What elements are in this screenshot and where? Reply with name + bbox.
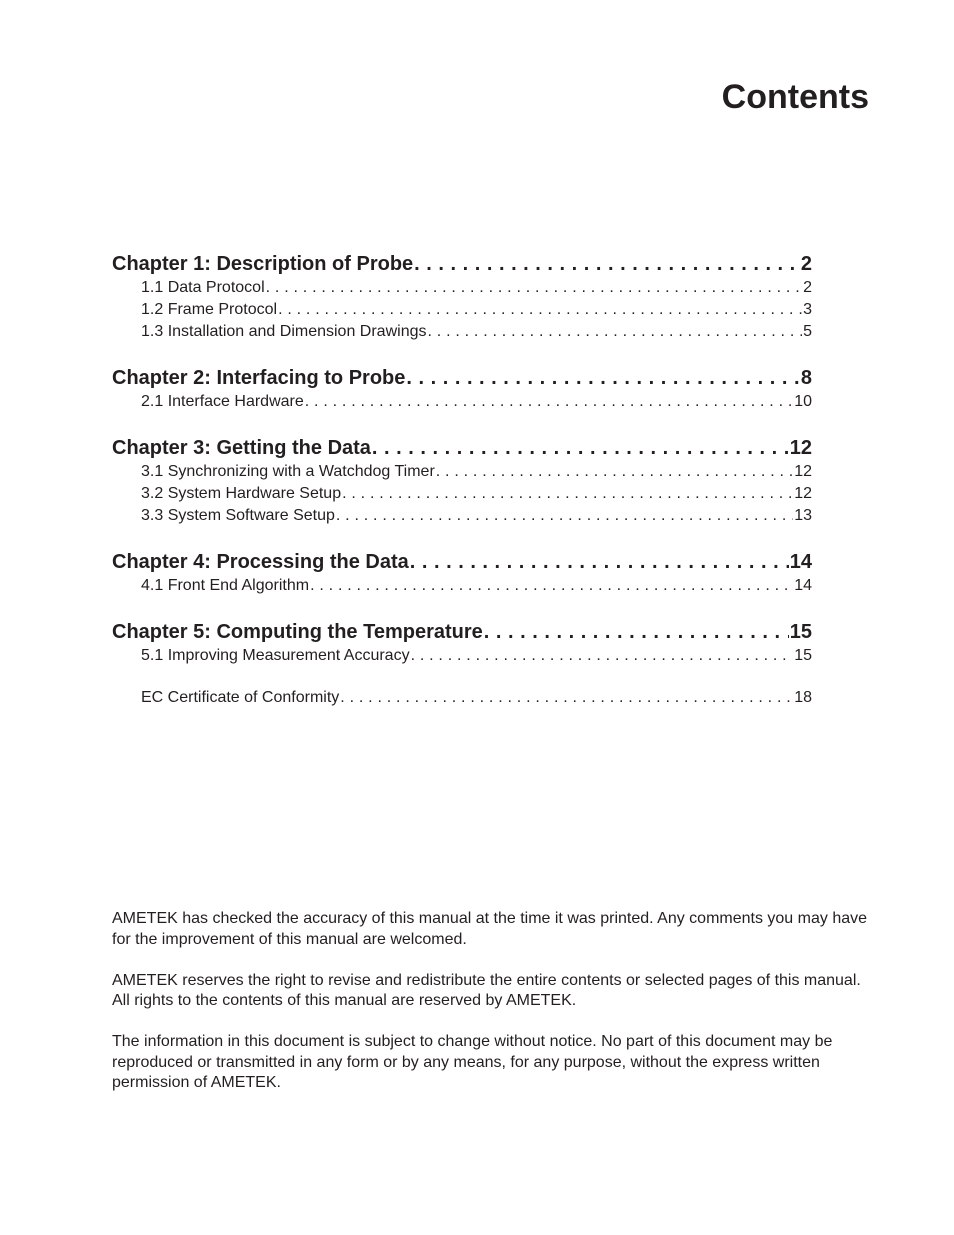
dot-leader bbox=[406, 365, 800, 391]
notice-paragraph: AMETEK reserves the right to revise and redistribute the entire contents or selected pages of this manual. All rights to the contents of this manual are reserved by AMETEK. bbox=[112, 971, 861, 1009]
toc-chapter-5[interactable] bbox=[112, 619, 812, 645]
toc-page-number: 2 bbox=[800, 253, 812, 275]
toc-section-4-1[interactable] bbox=[112, 575, 812, 597]
toc-section-3-2[interactable] bbox=[112, 483, 812, 505]
legal-notice bbox=[112, 909, 872, 1114]
toc-section-label: 3.2 System Hardware Setup bbox=[141, 485, 342, 502]
notice-paragraph: AMETEK has checked the accuracy of this manual at the time it was printed. Any comments you may have for the improvement of this manual are welcomed. bbox=[112, 910, 868, 948]
toc-section-2-1[interactable] bbox=[112, 391, 812, 413]
dot-leader bbox=[427, 321, 802, 343]
toc-section-1-1[interactable] bbox=[112, 277, 812, 299]
toc-section-label: EC Certificate of Conformity bbox=[141, 689, 340, 706]
dot-leader bbox=[372, 435, 789, 461]
dot-leader bbox=[484, 619, 789, 645]
toc-page-number: 12 bbox=[794, 463, 812, 480]
toc-section-3-3[interactable] bbox=[112, 505, 812, 527]
dot-leader bbox=[436, 461, 793, 483]
toc-page-number: 2 bbox=[803, 279, 812, 296]
toc-section-label: 1.1 Data Protocol bbox=[141, 279, 265, 296]
toc-page-number: 18 bbox=[794, 689, 812, 706]
toc-page-number: 14 bbox=[789, 551, 812, 573]
toc-page-number: 8 bbox=[800, 367, 812, 389]
toc-section-3-1[interactable] bbox=[112, 461, 812, 483]
toc-section-label: 3.1 Synchronizing with a Watchdog Timer bbox=[141, 463, 435, 480]
toc-section-1-2[interactable] bbox=[112, 299, 812, 321]
toc-page-number: 3 bbox=[803, 301, 812, 318]
toc-page-number: 15 bbox=[794, 647, 812, 664]
toc-section-label: 4.1 Front End Algorithm bbox=[141, 577, 310, 594]
dot-leader bbox=[336, 505, 793, 527]
dot-leader bbox=[266, 277, 802, 299]
toc-section-label: 3.3 System Software Setup bbox=[141, 507, 335, 524]
notice-paragraph: The information in this document is subject to change without notice. No part of this document may be reproduced or transmitted in any form or by any means, for any purpose, without the express written permission of AMETEK. bbox=[112, 1033, 833, 1091]
toc-chapter-label: Chapter 2: Interfacing to Probe bbox=[112, 367, 406, 389]
toc-chapter-1[interactable] bbox=[112, 251, 812, 277]
toc-page-number: 14 bbox=[794, 577, 812, 594]
dot-leader bbox=[278, 299, 802, 321]
toc-chapter-4[interactable] bbox=[112, 549, 812, 575]
dot-leader bbox=[414, 251, 800, 277]
toc-chapter-label: Chapter 4: Processing the Data bbox=[112, 551, 409, 573]
toc-section-5-1[interactable] bbox=[112, 645, 812, 667]
toc-page-number: 13 bbox=[794, 507, 812, 524]
toc-page-number: 5 bbox=[803, 323, 812, 340]
toc-certificate[interactable] bbox=[112, 687, 812, 709]
toc-chapter-label: Chapter 5: Computing the Temperature bbox=[112, 621, 483, 643]
toc-chapter-label: Chapter 1: Description of Probe bbox=[112, 253, 414, 275]
toc-chapter-label: Chapter 3: Getting the Data bbox=[112, 437, 371, 459]
dot-leader bbox=[310, 575, 793, 597]
toc-chapter-3[interactable] bbox=[112, 435, 812, 461]
toc-page-number: 12 bbox=[789, 437, 812, 459]
toc-page-number: 10 bbox=[794, 393, 812, 410]
dot-leader bbox=[342, 483, 793, 505]
toc-section-1-3[interactable] bbox=[112, 321, 812, 343]
dot-leader bbox=[305, 391, 793, 413]
page-title: Contents bbox=[721, 78, 869, 116]
toc-page-number: 15 bbox=[789, 621, 812, 643]
dot-leader bbox=[340, 687, 793, 709]
table-of-contents bbox=[112, 251, 812, 709]
dot-leader bbox=[410, 549, 789, 575]
toc-section-label: 1.2 Frame Protocol bbox=[141, 301, 278, 318]
dot-leader bbox=[411, 645, 794, 667]
toc-section-label: 2.1 Interface Hardware bbox=[141, 393, 304, 410]
toc-section-label: 1.3 Installation and Dimension Drawings bbox=[141, 323, 427, 340]
toc-chapter-2[interactable] bbox=[112, 365, 812, 391]
toc-section-label: 5.1 Improving Measurement Accuracy bbox=[141, 647, 410, 664]
toc-page-number: 12 bbox=[794, 485, 812, 502]
